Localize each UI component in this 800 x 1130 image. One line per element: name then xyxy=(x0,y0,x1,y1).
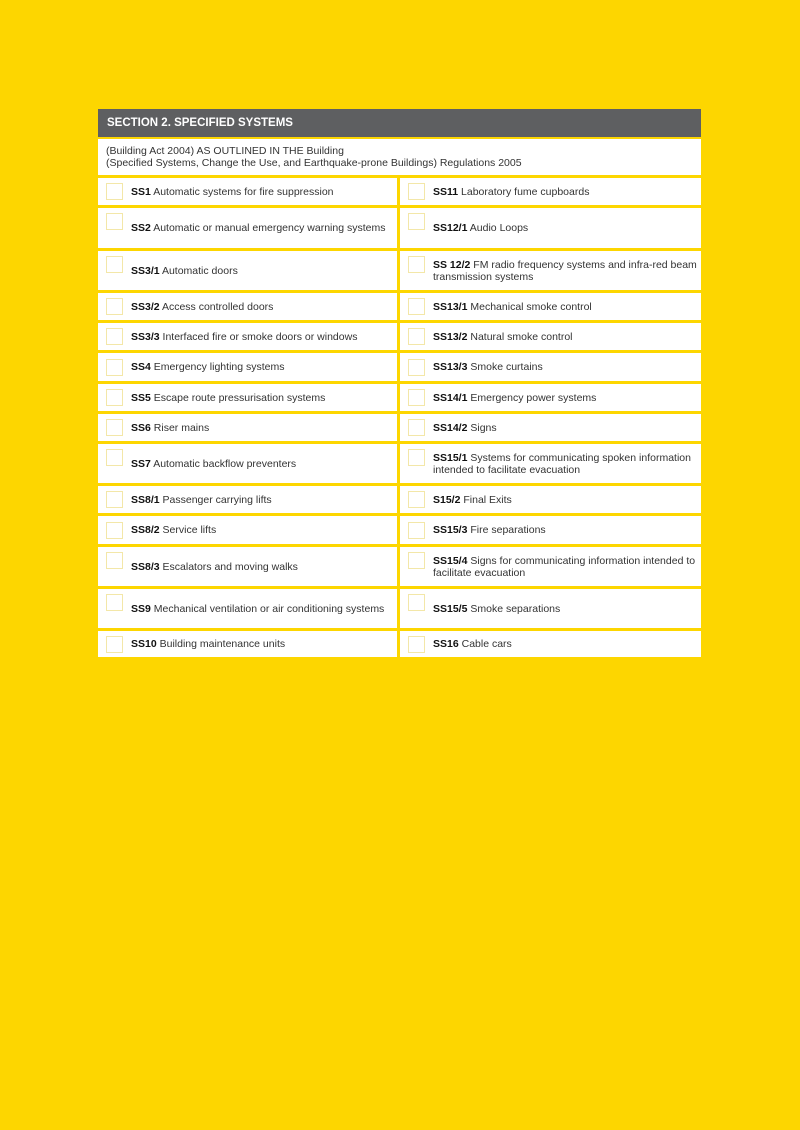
checkbox[interactable] xyxy=(106,552,123,569)
system-code: SS13/2 xyxy=(433,330,468,343)
system-text xyxy=(131,638,285,650)
checkbox[interactable] xyxy=(408,522,425,539)
system-item xyxy=(98,251,397,290)
system-code: SS15/5 xyxy=(433,602,468,615)
system-code: SS5 xyxy=(131,391,151,404)
system-text xyxy=(131,603,384,615)
system-text xyxy=(433,361,543,373)
system-label: Smoke separations xyxy=(470,602,561,615)
system-text xyxy=(433,331,573,343)
system-label: Audio Loops xyxy=(469,222,529,234)
system-code: SS10 xyxy=(131,638,157,650)
system-code: SS6 xyxy=(131,421,151,434)
specified-systems-form xyxy=(98,109,701,657)
system-text xyxy=(131,524,216,536)
system-code: SS8/1 xyxy=(131,493,160,506)
system-text xyxy=(131,392,325,404)
table-row xyxy=(98,293,701,320)
system-item xyxy=(400,444,701,483)
checkbox[interactable] xyxy=(106,636,123,653)
system-label: Building maintenance units xyxy=(159,638,286,650)
checkbox[interactable] xyxy=(408,419,425,436)
system-label: Mechanical ventilation or air conditioning systems xyxy=(153,602,385,615)
system-text xyxy=(131,458,296,470)
system-label: Signs xyxy=(470,421,497,434)
system-item xyxy=(98,323,397,350)
system-item xyxy=(400,323,701,350)
system-label: Escape route pressurisation systems xyxy=(153,391,326,404)
system-item xyxy=(400,208,701,248)
system-label: Systems for communicating spoken information intended to facilitate evacuation xyxy=(433,451,691,476)
system-label: Cable cars xyxy=(461,638,512,650)
system-text xyxy=(131,561,298,573)
system-text xyxy=(433,259,701,283)
system-code: SS11 xyxy=(433,185,459,198)
checkbox[interactable] xyxy=(106,183,123,200)
system-item xyxy=(98,547,397,586)
system-label: Service lifts xyxy=(162,524,217,536)
system-code: S15/2 xyxy=(433,493,461,506)
checkbox[interactable] xyxy=(408,636,425,653)
system-text xyxy=(131,301,273,313)
table-row xyxy=(98,251,701,290)
system-code: SS3/3 xyxy=(131,330,160,343)
system-item xyxy=(400,414,701,441)
system-text xyxy=(131,494,272,506)
checkbox[interactable] xyxy=(106,213,123,230)
system-label: FM radio frequency systems and infra-red beam transmission systems xyxy=(433,258,697,283)
system-text xyxy=(433,494,512,506)
system-label: Riser mains xyxy=(153,421,210,434)
system-text xyxy=(433,524,546,536)
system-label: Passenger carrying lifts xyxy=(162,493,272,506)
system-text xyxy=(131,186,334,198)
system-item xyxy=(98,353,397,381)
system-item xyxy=(400,251,701,290)
system-text xyxy=(131,331,357,343)
system-item xyxy=(98,178,397,205)
system-label: Emergency power systems xyxy=(470,391,597,404)
system-text xyxy=(433,422,497,434)
checkbox[interactable] xyxy=(408,256,425,273)
system-text xyxy=(433,186,589,198)
table-row xyxy=(98,414,701,441)
system-item xyxy=(400,353,701,381)
table-row xyxy=(98,444,701,483)
checkbox[interactable] xyxy=(408,389,425,406)
system-text xyxy=(433,301,592,313)
system-label: Interfaced fire or smoke doors or windows xyxy=(162,330,358,343)
systems-list xyxy=(98,178,701,657)
system-item xyxy=(400,384,701,411)
system-label: Escalators and moving walks xyxy=(162,560,298,573)
checkbox[interactable] xyxy=(408,298,425,315)
system-code: SS3/1 xyxy=(131,264,160,277)
system-item xyxy=(400,589,701,628)
system-label: Access controlled doors xyxy=(161,300,274,313)
system-code: SS8/2 xyxy=(131,524,160,536)
system-code: SS15/3 xyxy=(433,524,468,536)
system-code: SS 12/2 xyxy=(433,258,471,271)
checkbox[interactable] xyxy=(106,449,123,466)
checkbox[interactable] xyxy=(408,328,425,345)
checkbox[interactable] xyxy=(106,594,123,611)
system-label: Automatic doors xyxy=(161,264,238,277)
system-code: SS7 xyxy=(131,457,151,470)
checkbox[interactable] xyxy=(408,183,425,200)
table-row xyxy=(98,178,701,205)
system-item xyxy=(98,631,397,657)
system-label: Automatic or manual emergency warning systems xyxy=(153,222,386,234)
system-label: Emergency lighting systems xyxy=(153,361,285,373)
system-label: Laboratory fume cupboards xyxy=(461,185,590,198)
system-code: SS14/1 xyxy=(433,391,468,404)
table-row xyxy=(98,323,701,350)
system-code: SS13/3 xyxy=(433,361,468,373)
system-item xyxy=(400,516,701,544)
system-item xyxy=(98,516,397,544)
system-item xyxy=(98,486,397,513)
table-row xyxy=(98,384,701,411)
intro-line: (Specified Systems, Change the Use, and Earthquake-prone Buildings) Regulations 2005 xyxy=(106,157,522,169)
system-item xyxy=(400,486,701,513)
system-item xyxy=(98,589,397,628)
system-label: Final Exits xyxy=(463,493,512,506)
checkbox[interactable] xyxy=(106,298,123,315)
system-code: SS15/1 xyxy=(433,451,468,464)
system-text xyxy=(131,361,285,373)
system-text xyxy=(131,222,385,234)
table-row xyxy=(98,208,701,248)
checkbox[interactable] xyxy=(106,256,123,273)
checkbox[interactable] xyxy=(106,522,123,539)
table-row xyxy=(98,516,701,544)
checkbox[interactable] xyxy=(106,419,123,436)
system-label: Smoke curtains xyxy=(470,361,543,373)
system-label: Automatic backflow preventers xyxy=(153,457,297,470)
checkbox[interactable] xyxy=(106,491,123,508)
system-text xyxy=(131,422,209,434)
system-text xyxy=(131,265,238,277)
system-text xyxy=(433,638,512,650)
system-item xyxy=(98,293,397,320)
intro-text xyxy=(98,139,701,175)
system-code: SS15/4 xyxy=(433,554,468,567)
system-code: SS1 xyxy=(131,185,151,198)
system-label: Fire separations xyxy=(470,524,546,536)
system-label: Automatic systems for fire suppression xyxy=(153,185,334,198)
system-label: Mechanical smoke control xyxy=(470,300,592,313)
table-row xyxy=(98,486,701,513)
system-text xyxy=(433,452,701,476)
checkbox[interactable] xyxy=(106,389,123,406)
system-code: SS13/1 xyxy=(433,300,468,313)
checkbox[interactable] xyxy=(408,213,425,230)
checkbox[interactable] xyxy=(408,594,425,611)
system-code: SS14/2 xyxy=(433,421,468,434)
system-code: SS2 xyxy=(131,222,151,234)
system-item xyxy=(400,293,701,320)
system-text xyxy=(433,222,528,234)
intro-line: (Building Act 2004) AS OUTLINED IN THE Building xyxy=(106,145,344,157)
table-row xyxy=(98,353,701,381)
checkbox[interactable] xyxy=(106,359,123,376)
table-row xyxy=(98,589,701,628)
system-code: SS3/2 xyxy=(131,300,160,313)
system-item xyxy=(400,178,701,205)
system-code: SS12/1 xyxy=(433,222,468,234)
system-code: SS9 xyxy=(131,602,151,615)
checkbox[interactable] xyxy=(408,359,425,376)
table-row xyxy=(98,547,701,586)
system-code: SS4 xyxy=(131,361,151,373)
section-title: SECTION 2. SPECIFIED SYSTEMS xyxy=(98,109,701,137)
system-item xyxy=(400,547,701,586)
system-text xyxy=(433,392,596,404)
system-item xyxy=(98,414,397,441)
checkbox[interactable] xyxy=(408,491,425,508)
system-item xyxy=(98,384,397,411)
system-code: SS8/3 xyxy=(131,560,160,573)
system-code: SS16 xyxy=(433,638,459,650)
checkbox[interactable] xyxy=(408,449,425,466)
system-label: Signs for communicating information intended to facilitate evacuation xyxy=(433,554,696,579)
checkbox[interactable] xyxy=(408,552,425,569)
table-row xyxy=(98,631,701,657)
system-text xyxy=(433,603,560,615)
system-label: Natural smoke control xyxy=(470,330,573,343)
system-item xyxy=(400,631,701,657)
system-text xyxy=(433,555,701,579)
checkbox[interactable] xyxy=(106,328,123,345)
system-item xyxy=(98,208,397,248)
system-item xyxy=(98,444,397,483)
